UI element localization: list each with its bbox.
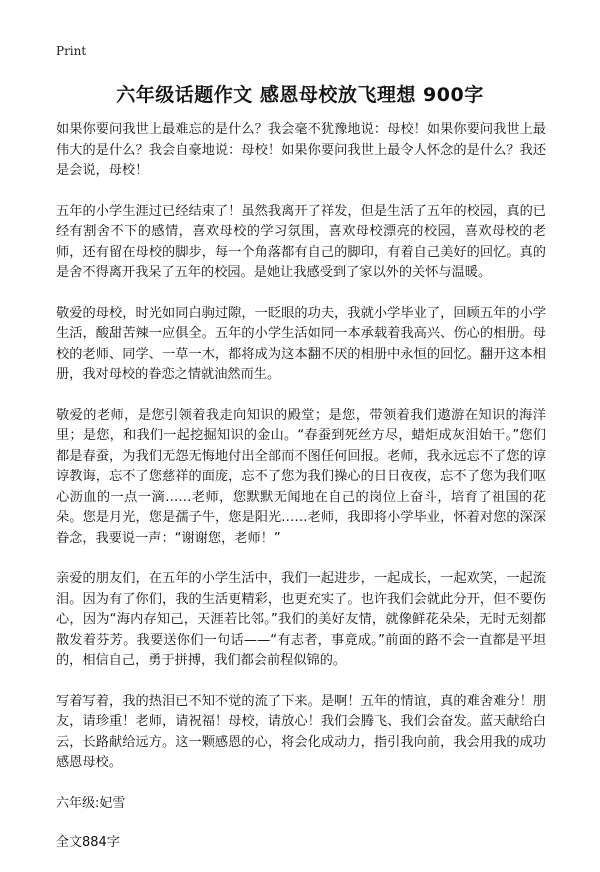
- author-line: 六年级:妃雪: [56, 795, 126, 811]
- paragraph-4: 敬爱的老师，是您引领着我走向知识的殿堂；是您，带领着我们遨游在知识的海洋里；是您，和我们一起挖掘知识的金山。“春蚕到死丝方尽，蜡炬成灰泪始干。”您们都是春蚕，为我们无怨无悔地付出全部而不图任何回报。老师，我永远忘不了您的谆谆教诲，忘不了您慈祥的面庞，忘不了您为我们操心的日日夜夜，忘不了您为我们呕心沥血的一点一滴……老师，您默默无闻地在自己的岗位上奋斗，培育了祖国的花朵。您是月光，您是孺子牛，您是阳光……老师，我即将小学毕业，怀着对您的深深眷念，我要说一声：“谢谢您，老师！”: [56, 407, 546, 546]
- print-link[interactable]: Print: [56, 44, 87, 58]
- word-count: 全文884字: [56, 834, 120, 850]
- paragraph-2: 五年的小学生涯过已经结束了！虽然我离开了祥发，但是生活了五年的校园，真的已经有割舍不下的感情，喜欢母校的学习氛围，喜欢母校漂亮的校园，喜欢母校的老师，还有留在母校的脚步，每一个角落都有自己的脚印，有着自己美好的回忆。真的是舍不得离开我呆了五年的校园。是她让我感受到了家以外的关怀与温暖。: [56, 203, 546, 280]
- paragraph-3: 敬爱的母校，时光如同白驹过隙，一眨眼的功夫，我就小学毕业了，回顾五年的小学生活，酸甜苦辣一应俱全。五年的小学生活如同一本承载着我高兴、伤心的相册。母校的老师、同学、一草一木，都将成为这本翻不厌的相册中永恒的回忆。翻开这本相册，我对母校的眷恋之情就油然而生。: [56, 305, 546, 382]
- paragraph-1: 如果你要问我世上最难忘的是什么？我会毫不犹豫地说：母校！如果你要问我世上最伟大的是什么？我会自豪地说：母校！如果你要问我世上最令人怀念的是什么？我还是会说，母校！: [56, 122, 546, 178]
- paragraph-6: 写着写着，我的热泪已不知不觉的流了下来。是啊！五年的情谊，真的难舍难分！朋友，请珍重！老师，请祝福！母校，请放心！我们会腾飞、我们会奋发。蓝天献给白云，长路献给远方。这一颗感恩的心，将会化成动力，指引我向前，我会用我的成功感恩母校。: [56, 693, 546, 770]
- article-title: 六年级话题作文 感恩母校放飞理想 900字: [116, 84, 484, 106]
- paragraph-5: 亲爱的朋友们，在五年的小学生活中，我们一起进步，一起成长，一起欢笑，一起流泪。因为有了你们，我的生活更精彩，也更充实了。也许我们会就此分开，但不要伤心，因为“海内存知己，天涯若比邻。”我们的美好友情，就像鲜花朵朵，无时无刻都散发着芬芳。我要送你们一句话——“有志者，事竟成。”前面的路不会一直都是平坦的，相信自己，勇于拼搏，我们都会前程似锦的。: [56, 571, 546, 668]
- article-body: [56, 120, 546, 872]
